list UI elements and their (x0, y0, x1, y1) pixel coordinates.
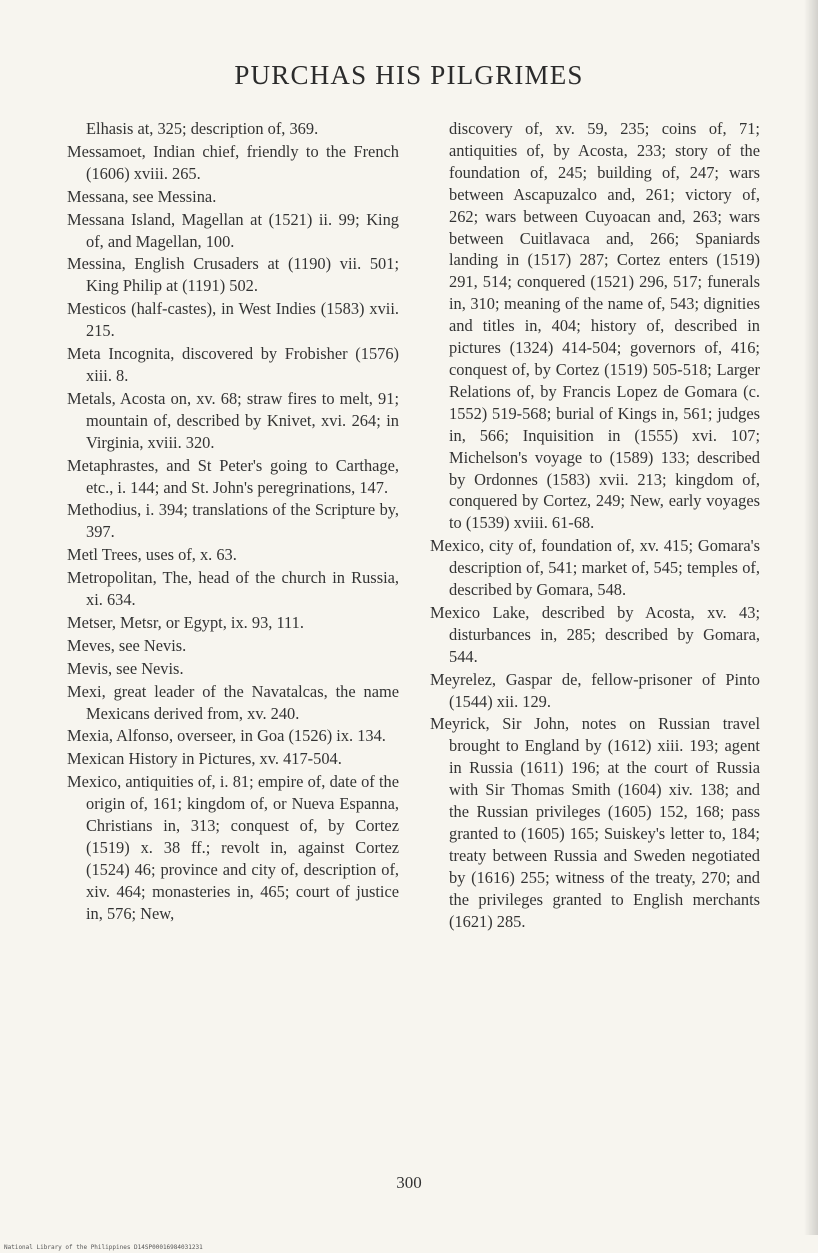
index-entry: Meyrelez, Gaspar de, fellow-prisoner of Pinto (1544) xii. 129. (430, 669, 760, 711)
index-entry: Messana, see Messina. (67, 186, 217, 206)
index-entry: discovery of, xv. 59, 235; coins of, 71; antiquities of, by Acosta, 233; story of the foundation of, 245; building of, 247; wars between Ascapuzalco and, 261; victory of, 262; wars between Cuyoacan and, 263; wars between Cuitlavaca and, 266; Spaniards landing in (1517) 287; Cortez enters (1519) 291, 514; conquered (1521) 296, 517; funerals in, 310; meaning of the name of, 543; dignities and titles in, 404; history of, described in pictures (1324) 414-504; governors of, 416; conquest of, by Cortez (1519) 505-518; Larger Relations of, by Francis Lopez de Gomara (c. 1552) 519-568; burial of Kings in, 561; judges in, 566; Inquisition in (1555) xvi. 107; Michelson's voyage to (1589) 133; described by Ordonnes (1583) xvii. 213; kingdom of, conquered by Cortez, 249; New, early voyages to (1539) xviii. 61-68. (449, 119, 760, 533)
scan-footer-text: National Library of the Philippines D14SP00016984031231 (4, 1244, 203, 1251)
index-entry: Mevis, see Nevis. (67, 658, 184, 678)
index-entry: Metser, Metsr, or Egypt, ix. 93, 111. (67, 612, 304, 632)
index-entry: Mexican History in Pictures, xv. 417-504. (67, 749, 342, 769)
index-entry: Metaphrastes, and St Peter's going to Carthage, etc., i. 144; and St. John's peregrinations, 147. (67, 455, 399, 497)
index-entry: Methodius, i. 394; translations of the Scripture by, 397. (67, 500, 399, 542)
index-entry: Meta Incognita, discovered by Frobisher (1576) xiii. 8. (67, 344, 399, 385)
index-entry: Mexia, Alfonso, overseer, in Goa (1526) ix. 134. (67, 726, 386, 746)
index-entry: Mexico, city of, foundation of, xv. 415; Gomara's description of, 541; market of, 545; temples of, described by Gomara, 548. (430, 536, 760, 600)
index-entry: Mexi, great leader of the Navatalcas, the name Mexicans derived from, xv. 240. (67, 681, 399, 723)
index-entry: Metals, Acosta on, xv. 68; straw fires to melt, 91; mountain of, described by Knivet, xvi. 264; in Virginia, xviii. 320. (67, 388, 399, 452)
index-entry: Messana Island, Magellan at (1521) ii. 99; King of, and Magellan, 100. (67, 209, 399, 251)
index-entry: Meyrick, Sir John, notes on Russian travel brought to England by (1612) xiii. 193; agent in Russia (1611) 196; at the court of Russia with Sir Thomas Smith (1604) xiv. 138; and the Russian privileges (1605) 152, 168; pass granted to (1605) 165; Suiskey's letter to, 184; treaty between Russia and Sweden negotiated by (1616) 255; witness of the treaty, 270; and the privileges granted to English merchants (1621) 285. (430, 714, 760, 931)
index-column-right (430, 118, 760, 934)
index-entry: Metropolitan, The, head of the church in Russia, xi. 634. (67, 568, 399, 610)
index-entry: Elhasis at, 325; description of, 369. (86, 119, 319, 138)
index-column-left (67, 118, 399, 926)
index-entry: Messamoet, Indian chief, friendly to the French (1606) xviii. 265. (67, 141, 399, 183)
index-entry: Mesticos (half-castes), in West Indies (1583) xvii. 215. (67, 299, 399, 341)
index-entry: Meves, see Nevis. (67, 635, 187, 655)
index-entry: Mexico Lake, described by Acosta, xv. 43; disturbances in, 285; described by Gomara, 544. (430, 602, 760, 666)
scan-footer (0, 1235, 818, 1253)
page-number: 300 (396, 1173, 422, 1192)
index-entry: Mexico, antiquities of, i. 81; empire of, date of the origin of, 161; kingdom of, or Nueva Espanna, Christians in, 313; conquest of, by Cortez (1519) x. 38 ff.; revolt in, against Cortez (1524) 46; province and city of, description of, xiv. 464; monasteries in, 465; court of justice in, 576; New, (67, 772, 399, 923)
running-head: PURCHAS HIS PILGRIMES (234, 60, 584, 90)
index-entry: Metl Trees, uses of, x. 63. (67, 545, 237, 565)
index-entry: Messina, English Crusaders at (1190) vii. 501; King Philip at (1191) 502. (67, 254, 399, 296)
page-edge-shadow (804, 0, 818, 1253)
